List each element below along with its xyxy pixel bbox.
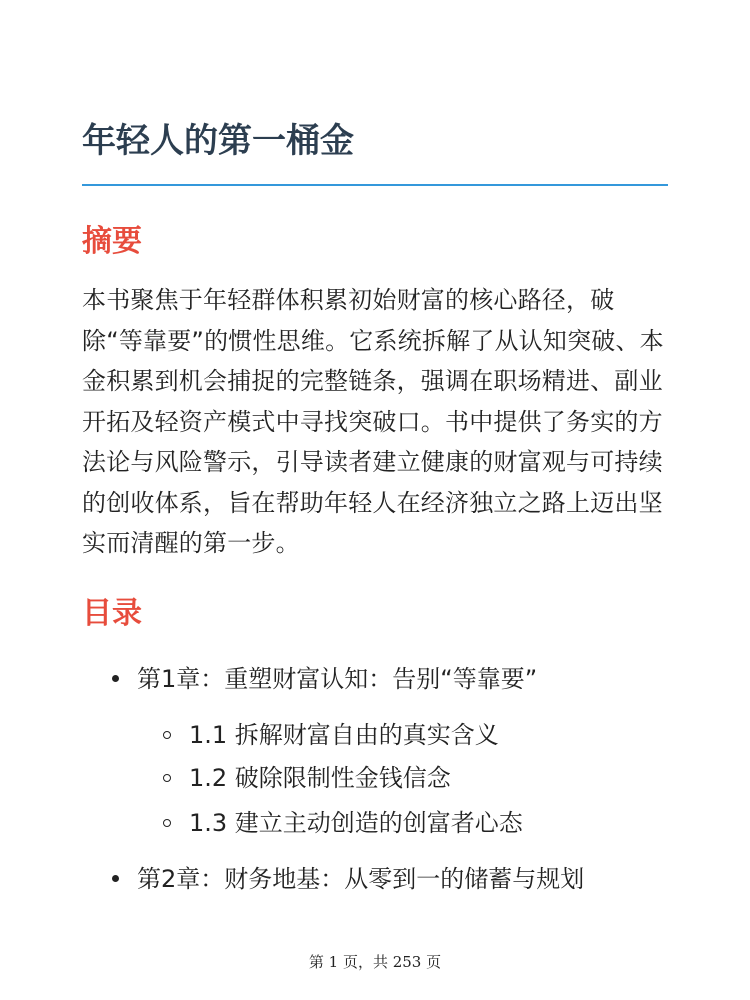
toc-section-1-2[interactable] bbox=[163, 761, 451, 795]
title-divider bbox=[82, 184, 668, 186]
toc-section-1-1[interactable] bbox=[163, 718, 499, 752]
bullet-circle-icon bbox=[163, 731, 171, 739]
bullet-disc-icon bbox=[112, 675, 119, 682]
abstract-paragraph: 本书聚焦于年轻群体积累初始财富的核心路径，破除“等靠要”的惯性思维。它系统拆解了从认知突破、本金积累到机会捕捉的完整链条，强调在职场精进、副业开拓及轻资产模式中寻找突破口。书中提供了务实的方法论与风险警示，引导读者建立健康的财富观与可持续的创收体系，旨在帮助年轻人在经济独立之路上迈出坚实而清醒的第一步。 bbox=[82, 286, 664, 557]
toc-section-1-2-label: 1.2 破除限制性金钱信念 bbox=[189, 764, 451, 792]
toc-section-1-1-label: 1.1 拆解财富自由的真实含义 bbox=[189, 721, 499, 749]
document-title: 年轻人的第一桶金 bbox=[82, 121, 354, 161]
toc-section-1-3[interactable] bbox=[163, 806, 523, 840]
toc-chapter-1[interactable] bbox=[112, 662, 537, 696]
toc-heading: 目录 bbox=[82, 596, 142, 631]
toc-chapter-2-label: 第2章：财务地基：从零到一的储蓄与规划 bbox=[137, 865, 585, 893]
toc-section-1-3-label: 1.3 建立主动创造的创富者心态 bbox=[189, 809, 523, 837]
bullet-circle-icon bbox=[163, 819, 171, 827]
page-number-footer: 第 1 页，共 253 页 bbox=[308, 953, 442, 971]
toc-chapter-1-label: 第1章：重塑财富认知：告别“等靠要” bbox=[137, 665, 538, 693]
bullet-disc-icon bbox=[112, 875, 119, 882]
abstract-heading: 摘要 bbox=[82, 224, 142, 259]
toc-chapter-2[interactable] bbox=[112, 862, 584, 896]
bullet-circle-icon bbox=[163, 774, 171, 782]
